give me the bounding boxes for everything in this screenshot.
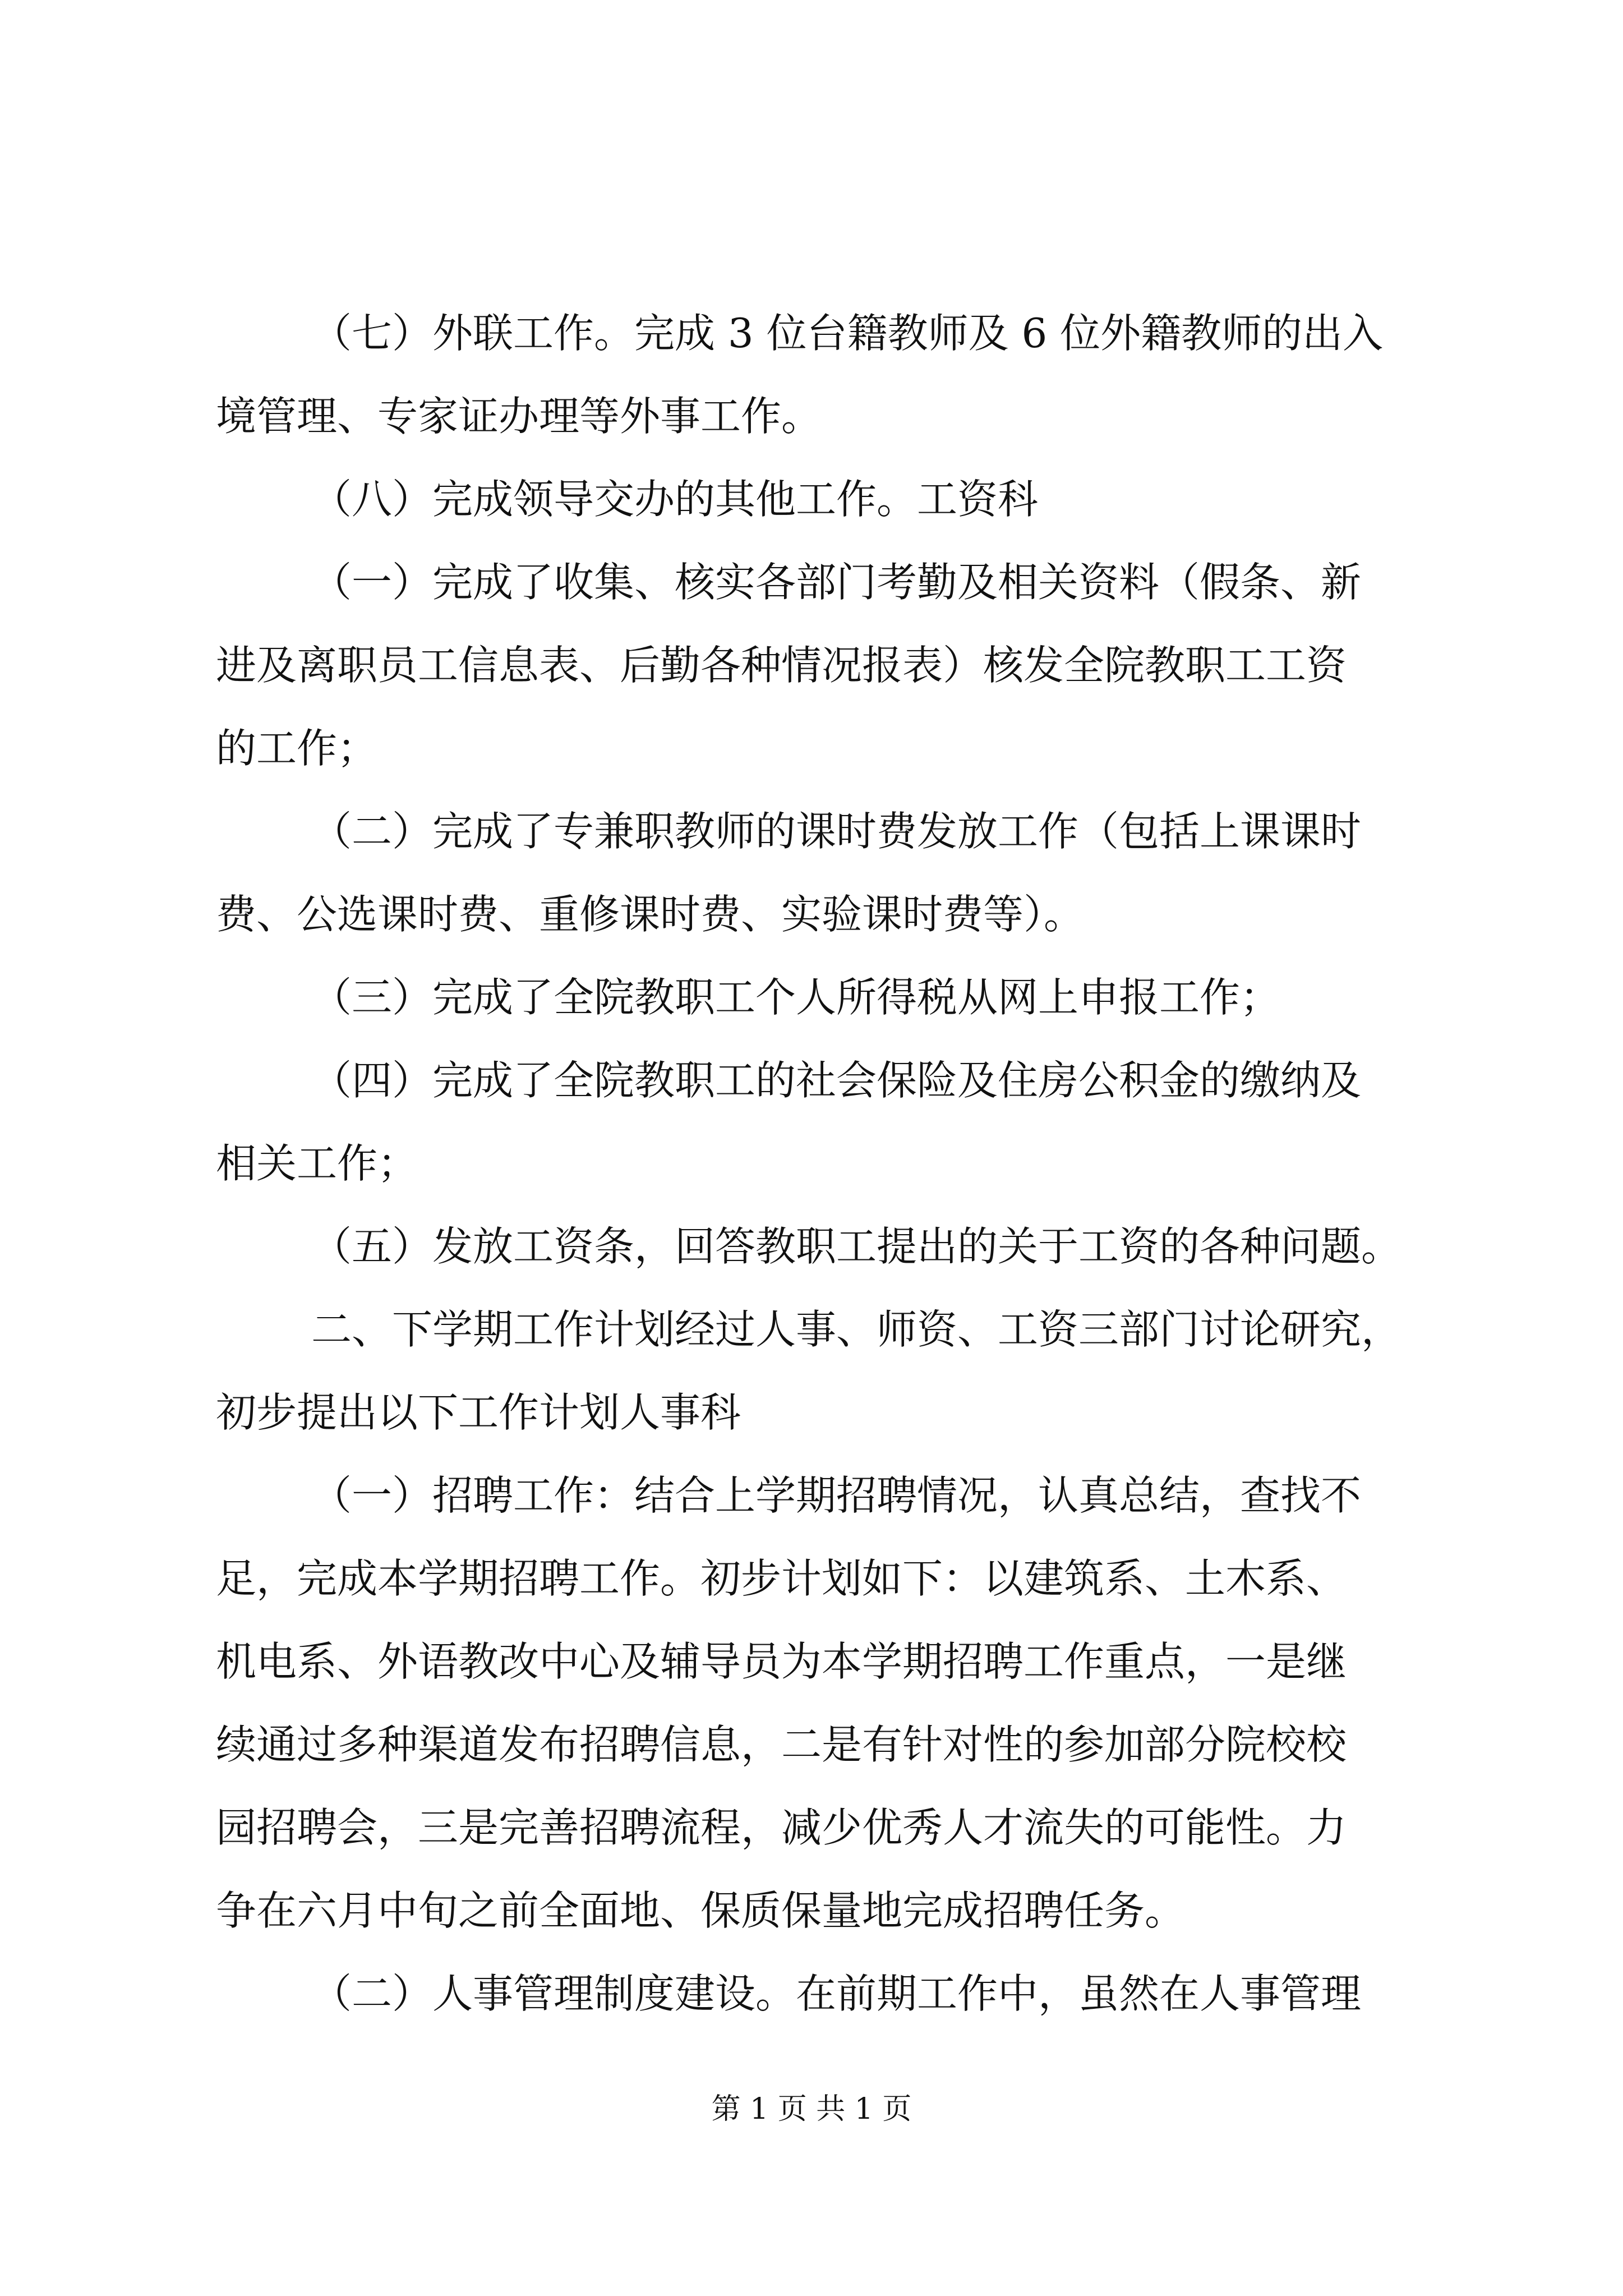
text-line: 争在六月中旬之前全面地、保质保量地完成招聘任务。	[216, 1887, 1186, 1934]
text-line: 相关工作；	[216, 1140, 418, 1187]
text-line: 园招聘会，三是完善招聘流程，减少优秀人才流失的可能性。力	[216, 1804, 1347, 1851]
document-body	[216, 292, 1416, 2035]
text-line: （五）发放工资条，回答教职工提出的关于工资的各种问题。	[311, 1223, 1402, 1270]
text-line: （四）完成了全院教职工的社会保险及住房公积金的缴纳及	[311, 1057, 1362, 1104]
text-line: （二）人事管理制度建设。在前期工作中，虽然在人事管理	[311, 1970, 1362, 2017]
text-line: 进及离职员工信息表、后勤各种情况报表）核发全院教职工工资	[216, 642, 1347, 689]
text-line: （三）完成了全院教职工个人所得税从网上申报工作；	[311, 974, 1281, 1021]
text-line: （一）招聘工作：结合上学期招聘情况，认真总结，查找不	[311, 1472, 1362, 1519]
text-line: （八）完成领导交办的其他工作。工资科	[311, 476, 1039, 523]
text-line: 费、公选课时费、重修课时费、实验课时费等）。	[216, 891, 1085, 938]
text-line: 机电系、外语教改中心及辅导员为本学期招聘工作重点，一是继	[216, 1638, 1347, 1685]
text-line: （七）外联工作。完成 3 位台籍教师及 6 位外籍教师的出入	[311, 310, 1384, 357]
text-line: 初步提出以下工作计划人事科	[216, 1389, 741, 1436]
text-line: 续通过多种渠道发布招聘信息，二是有针对性的参加部分院校校	[216, 1721, 1347, 1768]
text-line: 足，完成本学期招聘工作。初步计划如下：以建筑系、土木系、	[216, 1555, 1347, 1602]
text-line: 的工作；	[216, 725, 378, 772]
text-line: （二）完成了专兼职教师的课时费发放工作（包括上课课时	[311, 808, 1362, 855]
text-line: 二、下学期工作计划经过人事、师资、工资三部门讨论研究，	[311, 1306, 1402, 1353]
text-line: （一）完成了收集、核实各部门考勤及相关资料（假条、新	[311, 559, 1362, 606]
text-line: 境管理、专家证办理等外事工作。	[216, 393, 822, 440]
page-footer: 第 1 页 共 1 页	[711, 2092, 912, 2126]
